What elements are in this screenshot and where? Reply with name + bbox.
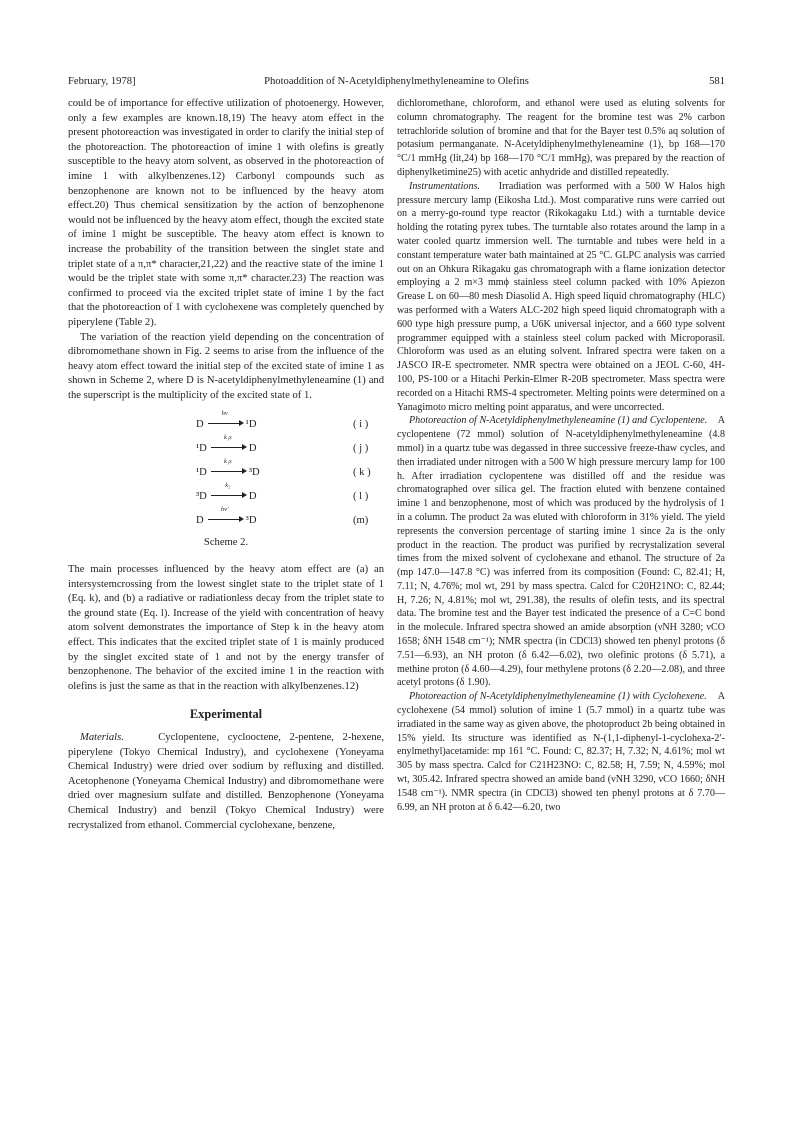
header-date: February, 1978] <box>68 76 136 87</box>
paragraph-heavy-atom-effect: could be of importance for effective utilization of photoenergy. However, only a few examples are known.18,19) The heavy atom effect in the present photoreaction was investigated in order to clarify the initial step of the photoreaction. The photoreaction of imine 1 with olefins is greatly susceptible to the heavy atom solvent, as observed in the photoreaction of imine 1 with alkylbenzenes.12) Carbonyl compounds such as benzophenone are known not to be influenced by the heavy atom effect.20) Thus chemical sensitization by the action of benzophenone would not be influenced by the heavy atom effect, though the excited state of imine 1 might be susceptible. The heavy atom effect is known to increase the probability of the transition between the singlet state and triplet state of a π,π* character,21,22) and the reactive state of the imine 1 would be the triplet state with some π,π* character.23) The reaction was confirmed to proceed via the excited triplet state of imine 1 by the fact that the photoreaction of 1 with cyclohexene was completely quenched by piperylene (Table 2). <box>68 98 384 328</box>
eq-to: D <box>248 443 257 455</box>
running-header <box>68 76 725 90</box>
paragraph-cyclohexene <box>397 690 725 814</box>
scheme-equation-l <box>68 484 384 508</box>
run-in-heading: Instrumentations. <box>409 180 480 192</box>
arrow-label: hν <box>221 410 228 418</box>
reaction-arrow <box>210 434 246 457</box>
paragraph-cyclopentene <box>397 414 725 690</box>
paragraph-materials <box>68 731 384 833</box>
eq-from: ¹D <box>196 443 207 455</box>
eq-tag: ( i ) <box>353 419 369 431</box>
paragraph-body: Irradiation was performed with a 500 W Halos high pressure mercury lamp (Eikosha Ltd.). Most comparative runs were carried out on a merry-go-round type reactor (Rikokagaku Ltd.) with a turntable device holding the rotating pyrex tubes. The turntable also rotates around the lamp in a water cooled quartz immersion well. The turntable and tubes were held in a constant temperature water bath maintained at 25 °C. GLPC analysis was carried out on an Ohkura Rikagaku gas chromatograph with a flame ionization detector employing a 2 m×3 mmϕ stainless steel column packed with 10% Apiezon Grease L on 60—80 mesh Diasolid A. High speed liquid chromatography (HLC) was performed with a Waters ALC-202 high speed liquid chromatograph with a 600 type high pressure pump, a U6K universal injector, and a 660 type solvent programmer equipped with a stainless steel colum packed with Microporasil. Chloroform was used as an eluting solvent. Infrared spectra were taken on a JASCO IR-E spectrometer. NMR spectra were obtained on a JEOL C-60, 4H-100, PS-100 or a Hitachi Perkin-Elmer R-20B spectrometer. Mass spectra were recorded on a Hitachi RMS-4 spectrometer. Melting points were determined on a Yanagimoto micro melting point apparatus, and were uncorrected. <box>397 180 726 413</box>
scheme-equation-i <box>68 412 384 436</box>
header-title: Photoaddition of N-Acetyldiphenylmethyleneamine to Olefins <box>264 76 529 87</box>
left-column <box>68 97 384 833</box>
paragraph-body: A cyclohexene (54 mmol) solution of imine 1 (5.7 mmol) in a quartz tube was irradiated in the same way as given above, the photoproduct 2b being obtained in 15% yield. Its structure was identified as N-(1,1-diphenyl-1-cyclohexa-2′-enylmethyl)acetamide: mp 161 °C. Found: C, 82.37; H, 7.32; N, 4.61%; mol wt 305 by mass spectra. Calcd for C21H23NO: C, 82.58; H, 7.59; N, 4.59%; mol wt, 305.42. Infrared spectra showed an amide band (νNH 3290, νCO 1660; δNH 1548 cm⁻¹). NMR spectra (in CDCl3) showed ten phenyl protons at δ 7.70—6.99, an NH proton at δ 6.42—6.20, two <box>397 691 726 813</box>
eq-tag: (m) <box>353 515 369 527</box>
section-heading-experimental: Experimental <box>189 707 263 722</box>
paragraph-body: Cyclopentene, cyclooctene, 2-pentene, 2-hexene, piperylene (Tokyo Chemical Industry), and cyclohexene (Yoneyama Chemical Industry) were dried over sodium by refluxing and distilled. Acetophenone (Yoneyama Chemical Industry) and dibromomethane were dried over magnesium sulfate and distilled. Benzophenone (Yoneyama Chemical Industry) and benzil (Tokyo Chemical Industry) were recrystalized from ethanol. Commercial cyclohexane, benzene, <box>68 732 384 831</box>
scheme-caption: Scheme 2. <box>203 537 249 549</box>
right-column <box>397 97 725 814</box>
eq-to: ¹D <box>245 419 257 431</box>
run-in-heading: Photoreaction of N-Acetyldiphenylmethyleneamine (1) and Cyclopentene. <box>409 415 708 427</box>
eq-to: ³D <box>248 467 260 479</box>
arrow-label: k₁s <box>223 458 232 466</box>
scheme-equation-j <box>68 436 384 460</box>
arrow-label: k₂ <box>225 482 231 490</box>
paragraph-materials-cont: dichloromethane, chloroform, and ethanol were used as eluting solvents for column chromatography. The reagent for the bromine test was 2% carbon tetrachloride solution of bromine and that for the Bayer test 0.5% aq solution of potasium permanganate. N-Acetyldiphenylmethyleneamine (1), bp 168—170 °C/1 mmHg (lit,24) bp 168—170 °C/1 mmHg), was prepared by the reaction of diphenylketimine25) with acetic anhydride and distilled repeatedly. <box>397 98 725 178</box>
scheme-equation-k <box>68 460 384 484</box>
scheme-equation-m <box>68 508 384 532</box>
run-in-heading: Photoreaction of N-Acetyldiphenylmethyleneamine (1) with Cyclohexene. <box>409 691 707 703</box>
eq-from: ¹D <box>196 467 207 479</box>
scheme-2 <box>68 412 384 532</box>
run-in-heading: Materials. <box>80 732 124 743</box>
arrow-label: hν′ <box>220 506 229 514</box>
eq-from: D <box>196 515 204 527</box>
reaction-arrow <box>207 506 243 529</box>
arrow-label: k₁s <box>223 434 232 442</box>
reaction-arrow <box>210 482 246 505</box>
eq-to: ³D <box>245 515 257 527</box>
eq-tag: ( j ) <box>353 443 369 455</box>
reaction-arrow <box>207 410 243 433</box>
paragraph-main-processes: The main processes influenced by the heavy atom effect are (a) an intersystemcrossing from the lowest singlet state to the triplet state of 1 (Eq. k), and (b) a radiative or radiationless decay from the triplet state to the ground state (Eq. l). Increase of the yield with concentration of heavy atom solvent demonstrates the importance of Step k in the heavy atom effect. This indicates that the excited triplet state of 1 is mainly produced by the singlet excited state of 1 and not by the energy transfer of benzophenone. The behavior of the excited imine 1 in the reaction with olefins is just the same as that in the reaction with alkylbenzenes.12) <box>68 564 384 692</box>
paragraph-body: A cyclopentene (72 mmol) solution of N-acetyldiphenylmethyleneamine (4.8 mmol) in a quartz tube was degassed in three successive freeze-thaw cycles, and then irradiated under nitrogen with a 500 W high pressure mercury lamp for 100 h. After irradiation cyclopentene was distilled off and the residue was chromatographed over silica gel. The fraction eluted with benzene contained imine 1 and benzophenone, most of which was produced by the hydrolysis of 1 in a column. The product 2a was eluted with chloroform in 31% yield. The yield represents the conversion percentage of starting imine 1 since 2a is the only product in the reaction. The product was purified by recrystalization several times from the mixed solvent of cyclohexane and ethanol. The structure of 2a (mp 147.0—147.8 °C) was inferred from its composition (Found: C, 82.41; H, 7.11; N, 4.76%; mol wt, 291 by mass spectra. Calcd for C20H21NO: C, 82.44; H, 7.26; N, 4.81%; mol wt, 291.38), the results of olefin tests, and its spectral data. The bromine test and the Bayer test indicated the presence of a C=C bond in the molecule. Infrared spectra showed an amide absorption (νNH 3280; νCO 1658; δNH 1548 cm⁻¹); NMR spectra (in CDCl3) showed ten phenyl protons (δ 7.51—6.93), an NH proton (δ 6.42—6.02), two olefinic protons (δ 5.71), a methine proton (δ 4.60—4.29), four methylene protons (δ 2.20—2.08), and three acetyl protons (δ 1.90). <box>397 415 726 689</box>
paragraph-reaction-yield: The variation of the reaction yield depending on the concentration of dibromomethane shown in Fig. 2 seems to arise from the influence of the heavy atom effect toward the initial step of the excited state of imine 1 as shown in Scheme 2, where D is N-acetyldiphenylmethyleneamine (1) and the superscript is the multiplicity of the excited state of 1. <box>68 331 384 401</box>
eq-tag: ( k ) <box>353 467 371 479</box>
eq-tag: ( l ) <box>353 491 369 503</box>
eq-from: ³D <box>196 491 207 503</box>
eq-to: D <box>248 491 257 503</box>
reaction-arrow <box>210 458 246 481</box>
paragraph-instrumentations <box>397 180 725 415</box>
eq-from: D <box>196 419 204 431</box>
page-number: 581 <box>709 76 725 87</box>
